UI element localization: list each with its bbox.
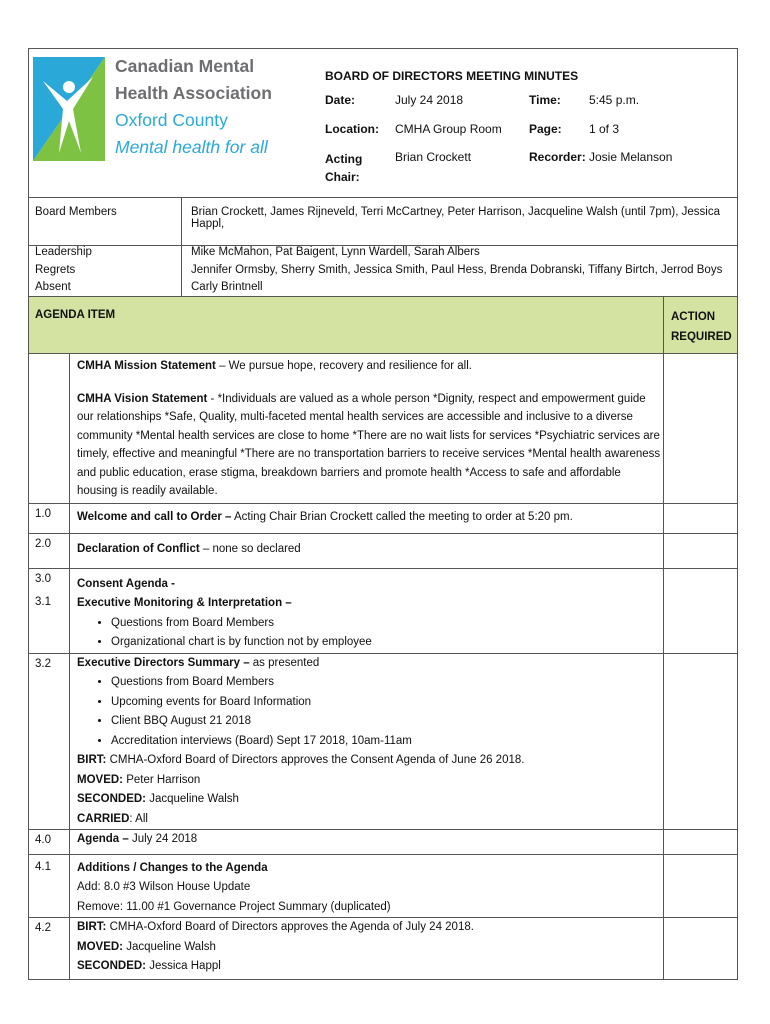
item-title: Executive Monitoring & Interpretation – [77,597,292,609]
meeting-title: BOARD OF DIRECTORS MEETING MINUTES [325,69,579,83]
org-name [115,53,272,161]
birt-label: BIRT: [77,754,107,766]
item-number: 4.1 [35,860,51,873]
list-item: • Questions from Board Members [111,673,661,693]
board-label: Board Members [35,206,117,218]
page-label: Page: [529,122,562,136]
item-title: Consent Agenda - [77,577,175,590]
moved-label: MOVED: [77,940,123,953]
list-item: • Accreditation interviews (Board) Sept 17 2018, 10am-11am [111,732,661,752]
chair-value: Brian Crockett [395,150,472,164]
add-text: Add: 8.0 #3 Wilson House Update [77,881,251,893]
regrets-value: Jennifer Ormsby, Sherry Smith, Jessica Smith, Paul Hess, Brenda Dobranski, Tiffany Birtch, Jerrod Boys [191,264,723,276]
moved-label: MOVED: [77,773,123,786]
org-line3: Oxford County [115,110,228,130]
item-title: Executive Directors Summary – [77,656,250,669]
item-text: July 24 2018 [128,833,198,845]
date-value: July 24 2018 [395,93,464,107]
seconded-label: SECONDED: [77,960,147,972]
agenda-row-3-0 [29,569,737,595]
agenda-table [29,354,737,979]
item-number: 4.2 [35,922,51,934]
recorder-label: Recorder: [529,150,586,164]
absent-value: Carly Brintnell [191,281,263,293]
list-item: • Questions from Board Members [111,614,661,634]
date-label: Date: [325,93,356,107]
location-value: CMHA Group Room [395,122,502,136]
list-item: • Organizational chart is by function not by employee [111,633,661,653]
header [29,49,737,198]
seconded-text: Jessica Happl [146,960,221,972]
agenda-row-3-2 [29,654,737,831]
location-label: Location: [325,122,379,136]
seconded-text: Jacqueline Walsh [146,793,239,805]
birt-text: CMHA-Oxford Board of Directors approves the Agenda of July 24 2018. [106,921,474,933]
vision-text: - *Individuals are valued as a whole person *Dignity, respect and empowerment guide our relationships *Safe, Quality, multi-faceted mental health services are accessible and inclusive to a diverse community *Mental health services are close to home *There are no wait lists for services *Psychiatric services are timely, effective and meaningful *There are no transportation barriers to receive services *Mental health awareness and public education, erase stigma, breakdown barriers and promote health *Access to safe and affordable housing is readily available. [77,392,661,497]
mission-text: – We pursue hope, recovery and resilience for all. [215,360,472,372]
agenda-row-2-0 [29,534,737,569]
item-number: 3.0 [35,572,51,585]
leadership-label: Leadership [35,246,92,258]
item-title: Agenda – [77,833,129,845]
item-text: – none so declared [199,543,301,555]
board-value: Brian Crockett, James Rijneveld, Terri McCartney, Peter Harrison, Jacqueline Walsh (until 7pm), Jessica Happl, [191,206,720,230]
agenda-row-4-1 [29,855,737,919]
org-line2: Health Association [115,83,272,103]
statements-row [29,354,737,504]
remove-text: Remove: 11.00 #1 Governance Project Summary (duplicated) [77,900,391,913]
regrets-label: Regrets [35,264,76,276]
agenda-item-heading: AGENDA ITEM [35,309,116,321]
seconded-label: SECONDED: [77,793,147,805]
moved-text: Jacqueline Walsh [123,940,216,953]
list-item: • Client BBQ August 21 2018 [111,712,661,732]
item-number: 3.2 [35,657,51,670]
item-number: 3.1 [35,596,51,608]
agenda-header [29,296,737,354]
item-number: 1.0 [35,507,51,520]
item-text: Acting Chair Brian Crockett called the meeting to order at 5:20 pm. [231,510,573,523]
board-members-row [29,198,737,246]
list-item: • Upcoming events for Board Information [111,693,661,713]
org-line1: Canadian Mental [115,56,255,76]
absent-label: Absent [35,281,71,293]
agenda-row-4-2 [29,918,737,979]
org-tagline: Mental health for all [115,137,268,157]
action-required-heading: ACTION REQUIRED [671,311,732,343]
birt-text: CMHA-Oxford Board of Directors approves the Consent Agenda of June 26 2018. [106,754,525,766]
page-value: 1 of 3 [589,122,620,136]
carried-label: CARRIED [77,812,130,825]
vision-title: CMHA Vision Statement [77,392,208,405]
chair-label: Acting Chair: [325,152,363,184]
time-label: Time: [529,93,561,107]
item-number: 2.0 [35,538,51,550]
recorder-value: Josie Melanson [589,150,673,164]
agenda-row-1-0 [29,504,737,535]
item-title: Welcome and call to Order – [77,510,232,523]
time-value: 5:45 p.m. [589,93,640,107]
item-number: 4.0 [35,834,51,846]
moved-text: Peter Harrison [123,773,201,786]
leadership-value: Mike McMahon, Pat Baigent, Lynn Wardell, Sarah Albers [191,246,480,258]
item-text: as presented [249,656,320,669]
agenda-row-3-1 [29,594,737,654]
mission-title: CMHA Mission Statement [77,360,216,372]
leadership-regrets-absent [29,246,737,296]
carried-text: : All [129,812,148,825]
item-title: Additions / Changes to the Agenda [77,861,268,874]
item-title: Declaration of Conflict [77,543,200,555]
birt-label: BIRT: [77,921,107,933]
minutes-page [28,48,738,980]
agenda-row-4-0 [29,830,737,855]
